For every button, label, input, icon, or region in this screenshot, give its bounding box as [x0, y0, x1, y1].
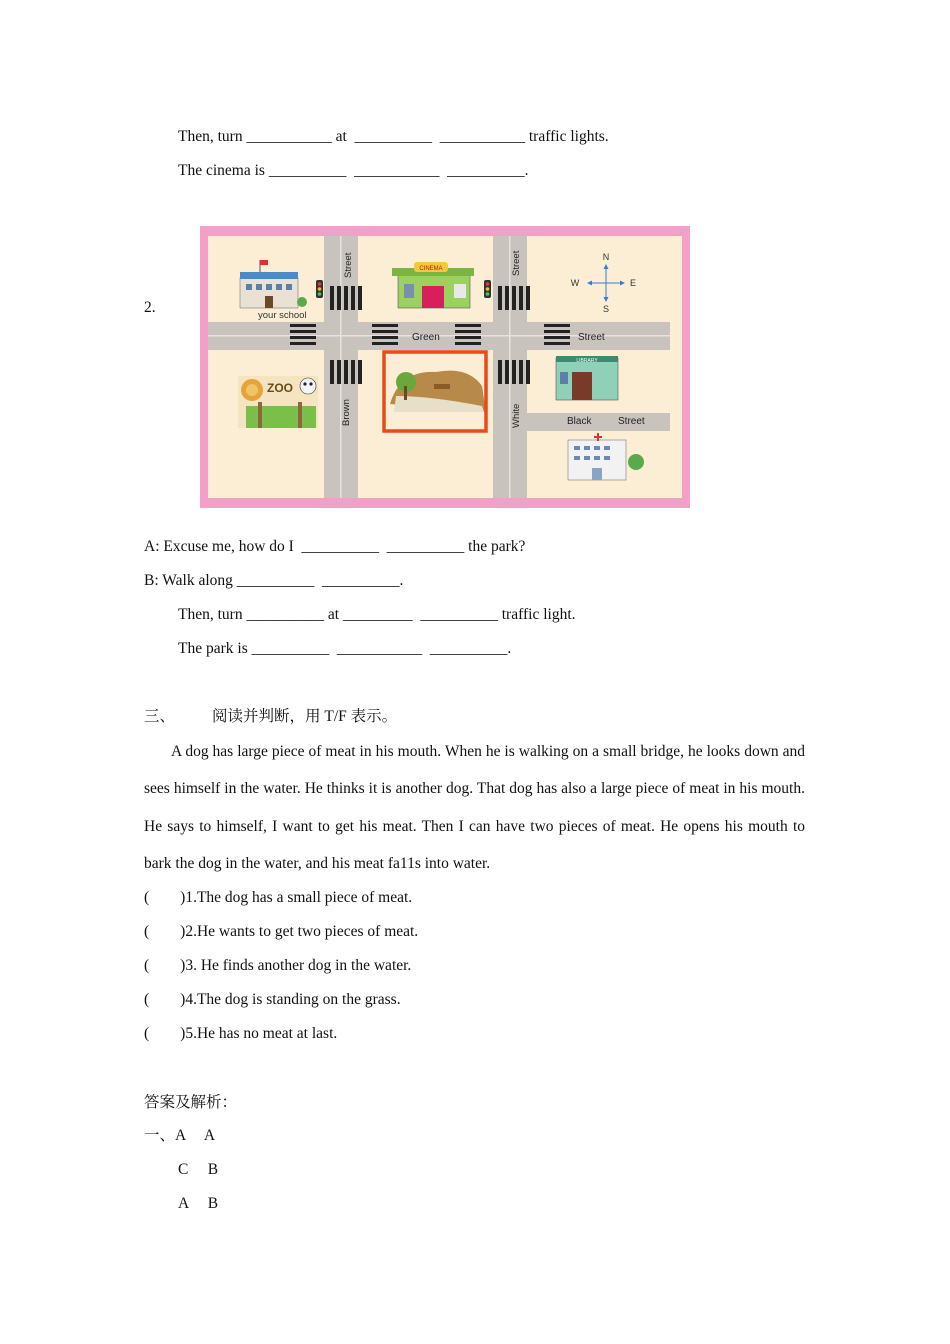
compass-n: N: [602, 252, 610, 262]
traffic-light-icon: [484, 280, 491, 298]
q1-cinema-line: The cinema is __________ ___________ __________.: [178, 162, 529, 179]
label-white-street-2: Street: [511, 250, 522, 276]
label-your-school: your school: [258, 310, 307, 321]
label-library: LIBRARY: [576, 358, 598, 364]
park-icon: [390, 371, 486, 412]
judge-item-4: ( )4.The dog is standing on the grass.: [144, 991, 401, 1008]
black-street-road: [525, 413, 670, 431]
label-zoo: ZOO: [267, 381, 293, 395]
dialogue-line-a: A: Excuse me, how do I __________ __________ the park?: [144, 538, 526, 555]
label-green-street-2: Street: [578, 332, 605, 343]
label-white-street-1: White: [511, 403, 522, 428]
answer-row-1: 一、A A: [144, 1127, 216, 1144]
judge-item-5: ( )5.He has no meat at last.: [144, 1025, 338, 1042]
q1-turn-line: Then, turn ___________ at __________ ___________ traffic lights.: [178, 128, 609, 145]
dialogue-line-park: The park is __________ ___________ __________.: [178, 640, 512, 657]
compass-s: S: [602, 304, 610, 314]
judge-item-1: ( )1.The dog has a small piece of meat.: [144, 889, 413, 906]
compass-e: E: [629, 278, 637, 288]
answers-heading: 答案及解析：: [144, 1094, 238, 1111]
answer-row-3: A B: [178, 1195, 219, 1212]
section3-title: 阅读并判断，用 T/F 表示。: [212, 708, 398, 725]
section3-number: 三、: [144, 708, 176, 725]
reading-passage: A dog has large piece of meat in his mouth. When he is walking on a small bridge, he looks down and sees himself in the water. He thinks it is another dog. That dog has also a large piece of meat in his mouth. He says to himself, I want to get his meat. Then I can have two pieces of meat. He opens his mouth to bark the dog in the water, and his meat fa11s into water.: [144, 743, 805, 872]
label-black-street-2: Street: [618, 416, 645, 427]
judge-item-3: ( )3. He finds another dog in the water.: [144, 957, 412, 974]
street-map: [200, 226, 690, 508]
dialogue-line-b: B: Walk along __________ __________.: [144, 572, 404, 589]
answer-row-2: C B: [178, 1161, 219, 1178]
label-green-street-1: Green: [412, 332, 440, 343]
judge-item-2: ( )2.He wants to get two pieces of meat.: [144, 923, 419, 940]
label-black-street-1: Black: [567, 416, 592, 427]
traffic-light-icon: [316, 280, 323, 298]
compass-w: W: [570, 278, 580, 288]
question-number: 2.: [144, 299, 156, 316]
label-brown-street-2: Street: [343, 252, 354, 278]
dialogue-line-turn: Then, turn __________ at _________ __________ traffic light.: [178, 606, 576, 623]
label-brown-street-1: Brown: [341, 399, 352, 426]
label-cinema: CINEMA: [419, 266, 443, 272]
